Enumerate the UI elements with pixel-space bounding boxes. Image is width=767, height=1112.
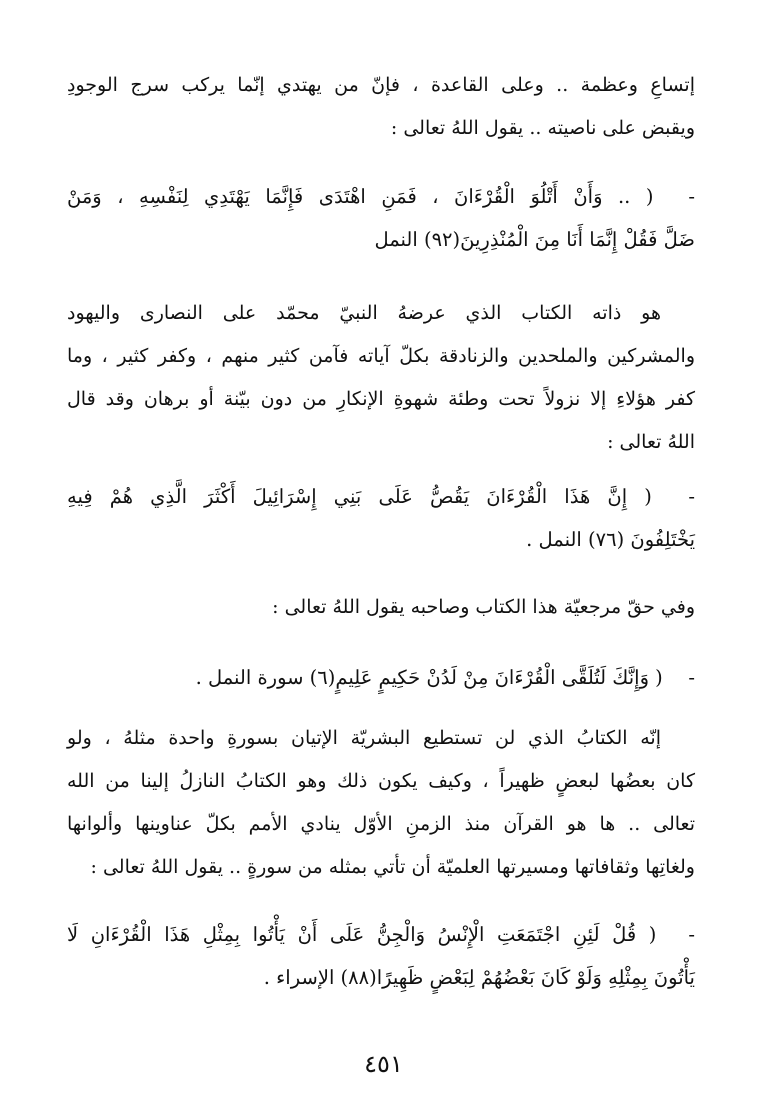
text-line: ويقبض على ناصيته .. يقول اللهُ تعالى : [390, 117, 695, 139]
verse-line [67, 656, 695, 699]
quran-verse-1 [67, 175, 695, 261]
verse-text: ( إِنَّ هَذَا الْقُرْءَانَ يَقُصُّ عَلَى بَنِي إِسْرَائِيلَ أَكْثَرَ الَّذِي هُمْ فِيهِ [67, 485, 652, 508]
text-line: إنّه الكتابُ الذي لن تستطيع البشريّة الإتيان بسورةِ واحدة مثلهُ ، ولو [67, 727, 661, 749]
text-line: إتساعِ وعظمة .. وعلى القاعدة ، فإنّ من يهتدي إنّما يركب سرج الوجودِ [67, 74, 695, 96]
verse-dash: - [688, 485, 695, 508]
verse-dash: - [688, 666, 695, 689]
text-line: هو ذاته الكتاب الذي عرضهُ النبيّ محمّد على النصارى واليهود [67, 302, 661, 324]
verse-line: يَأْتُونَ بِمِثْلِهِ وَلَوْ كَانَ بَعْضُهُمْ لِبَعْضٍ ظَهِيرًا(٨٨) الإسراء . [263, 966, 695, 989]
verse-line: يَخْتَلِفُونَ (٧٦) النمل . [526, 528, 695, 551]
text-line: ولغاتِها وثقافاتها ومسيرتها العلميّة أن تأتي بمثله من سورةٍ .. يقول اللهُ تعالى : [90, 856, 695, 878]
verse-line: ضَلَّ فَقُلْ إِنَّمَا أَنَا مِنَ الْمُنْذِرِينَ(٩٢) النمل [374, 228, 695, 251]
paragraph-1 [67, 64, 695, 150]
page-number: ٤٥١ [364, 1050, 403, 1078]
paragraph-3 [67, 586, 695, 629]
paragraph-2 [67, 292, 695, 464]
verse-text: ( وَإِنَّكَ لَتُلَقَّى الْقُرْءَانَ مِنْ لَدُنْ حَكِيمٍ عَلِيمٍ(٦) سورة النمل . [195, 666, 663, 689]
quran-verse-3 [67, 656, 695, 699]
verse-text: ( .. وَأَنْ أَتْلُوَ الْقُرْءَانَ ، فَمَنِ اهْتَدَى فَإِنَّمَا يَهْتَدِي لِنَفْسِهِ ، وَمَنْ [67, 185, 654, 208]
verse-line [67, 175, 695, 218]
verse-line [67, 475, 695, 518]
quran-verse-2 [67, 475, 695, 561]
verse-line [67, 913, 695, 956]
text-line: كفر هؤلاءِ إلا نزولاً تحت وطئة شهوةِ الإنكارِ من دون بيّنة أو برهان وقد قال [67, 388, 695, 410]
text-line: والمشركين والملحدين والزنادقة بكلّ آياته فآمن كثير منهم ، وكفر كثير ، وما [67, 345, 695, 367]
text-line: اللهُ تعالى : [607, 431, 695, 453]
quran-verse-4 [67, 913, 695, 999]
verse-text: ( قُلْ لَئِنِ اجْتَمَعَتِ الْإِنْسُ وَالْجِنُّ عَلَى أَنْ يَأْتُوا بِمِثْلِ هَذَا الْقُرْءَانِ لَا [67, 923, 657, 946]
text-line: كان بعضُها لبعضٍ ظهيراً ، وكيف يكون ذلك وهو الكتابُ النازلُ إلينا من الله [67, 770, 695, 792]
text-line: وفي حقّ مرجعيّة هذا الكتاب وصاحبه يقول اللهُ تعالى : [272, 596, 695, 618]
verse-dash: - [688, 923, 696, 946]
paragraph-4 [67, 717, 695, 889]
verse-dash: - [688, 185, 696, 208]
text-line: تعالى .. ها هو القرآن منذ الزمنِ الأوّل ينادي الأمم بكلّ عناوينها وألوانها [67, 813, 695, 835]
